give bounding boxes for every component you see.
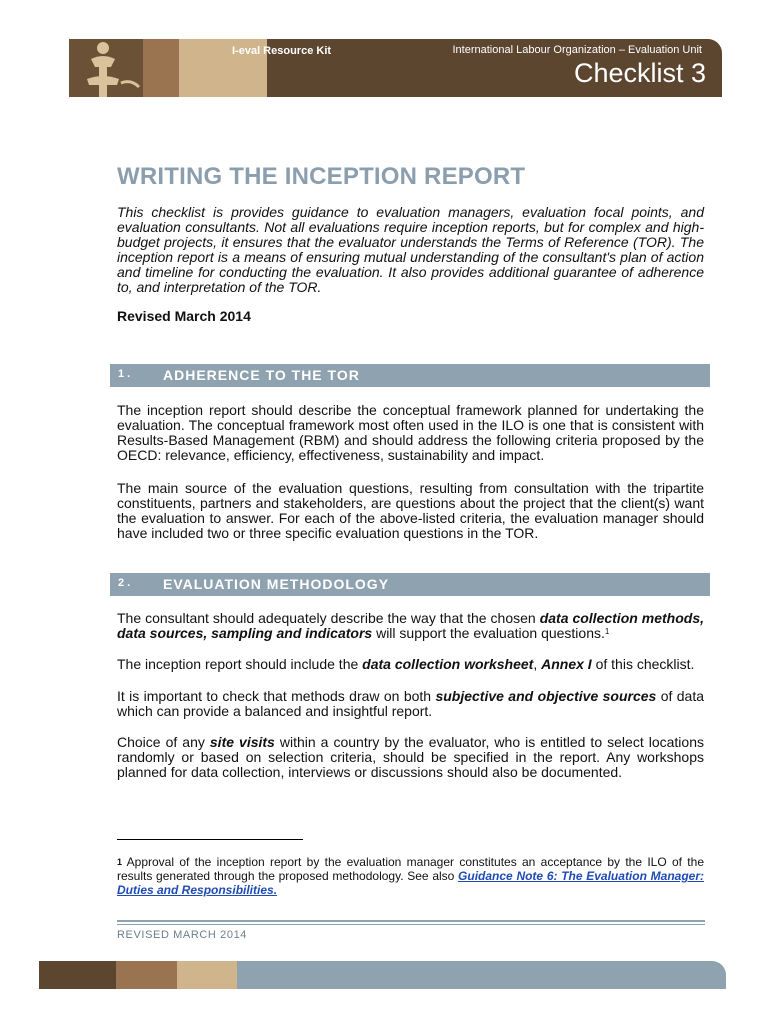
revised-date: Revised March 2014 xyxy=(117,308,251,324)
header-band xyxy=(69,39,722,97)
guidance-note-link[interactable]: Guidance Note 6: The Evaluation Manager: Duties and Responsibilities. xyxy=(117,869,704,897)
text-run: within a country by the evaluator, who is entitled to select locations randomly or based on selection criteria, should be specified in the report. Any workshops planned for data collection, interviews or discussions should also be documented. xyxy=(117,734,704,780)
header-logo-block xyxy=(69,39,143,97)
text-run: of data which can provide a balanced and insightful report. xyxy=(117,688,704,719)
emphasis-text: subjective and objective sources xyxy=(435,688,657,704)
ilo-figure-icon xyxy=(69,39,143,97)
footer-mid-block xyxy=(116,961,177,989)
paragraph-evaluation-questions: The main source of the evaluation questions, resulting from consultation with the tripartite constituents, partners and stakeholders, are questions about the project that the client(s) want the evaluation to answer. For each of the above-listed criteria, the evaluation manager should have included two or three specific evaluation questions in the TOR. xyxy=(117,480,704,541)
text-run: The consultant should adequately describe the way that the chosen xyxy=(117,610,540,626)
footer-dark-block xyxy=(39,961,116,989)
section-number: 1. xyxy=(118,368,134,380)
footer-rule-thin xyxy=(117,924,705,925)
footnote-reference[interactable]: 1 xyxy=(604,627,610,636)
text-run: Choice of any xyxy=(117,734,210,750)
footnote-text: Approval of the inception report by the evaluation manager constitutes an acceptance by the ILO of the results generated through the proposed methodology. See also xyxy=(117,855,704,883)
text-run: It is important to check that methods draw on both xyxy=(117,688,436,704)
checklist-number: Checklist 3 xyxy=(573,58,706,88)
paragraph-methods xyxy=(117,611,704,641)
emphasis-text: data collection methods, data sources, sampling and indicators xyxy=(117,610,704,641)
paragraph-conceptual-framework: The inception report should describe the conceptual framework planned for undertaking the evaluation. The conceptual framework most often used in the ILO is one that is consistent with Results-Based Management (RBM) and should address the following criteria proposed by the OECD: relevance, efficiency, effectiveness, sustainability and impact. xyxy=(117,402,704,463)
footer-rule xyxy=(117,920,705,922)
paragraph-sources xyxy=(117,689,704,719)
footer-tan-block xyxy=(177,961,237,989)
footnote xyxy=(117,855,704,897)
header-mid-block xyxy=(143,39,179,97)
paragraph-site-visits xyxy=(117,735,704,780)
footnote-separator xyxy=(117,839,303,840)
text-run: , xyxy=(533,656,542,672)
intro-paragraph: This checklist is provides guidance to evaluation managers, evaluation focal points, and evaluation consultants. Not all evaluations require inception reports, but for complex and high-budget projects, it ensures that the evaluator understands the Terms of Reference (TOR). The inception report is a means of ensuring mutual understanding of the consultant's plan of action and timeline for conducting the evaluation. It also provides additional guarantee of adherence to, and interpretation of the TOR. xyxy=(117,204,704,295)
emphasis-text: site visits xyxy=(209,734,275,750)
paragraph-worksheet xyxy=(117,657,704,672)
resource-kit-label: I-eval Resource Kit xyxy=(232,45,332,57)
section-title: EVALUATION METHODOLOGY xyxy=(163,576,390,592)
emphasis-text: data collection worksheet xyxy=(362,656,534,672)
organization-label: International Labour Organization – Evaluation Unit xyxy=(452,44,702,56)
text-run: will support the evaluation questions. xyxy=(372,625,605,641)
section-number: 2. xyxy=(118,577,134,589)
section-heading-adherence xyxy=(110,364,710,387)
footer-band xyxy=(39,961,726,989)
text-run: The inception report should include the xyxy=(117,656,363,672)
page-title: WRITING THE INCEPTION REPORT xyxy=(117,163,526,190)
footer-revised-label: REVISED MARCH 2014 xyxy=(117,929,248,941)
text-run: of this checklist. xyxy=(591,656,695,672)
emphasis-text: Annex I xyxy=(541,656,592,672)
footnote-mark: 1 xyxy=(117,857,123,867)
section-heading-methodology xyxy=(110,573,710,596)
section-title: ADHERENCE TO THE TOR xyxy=(163,367,360,383)
